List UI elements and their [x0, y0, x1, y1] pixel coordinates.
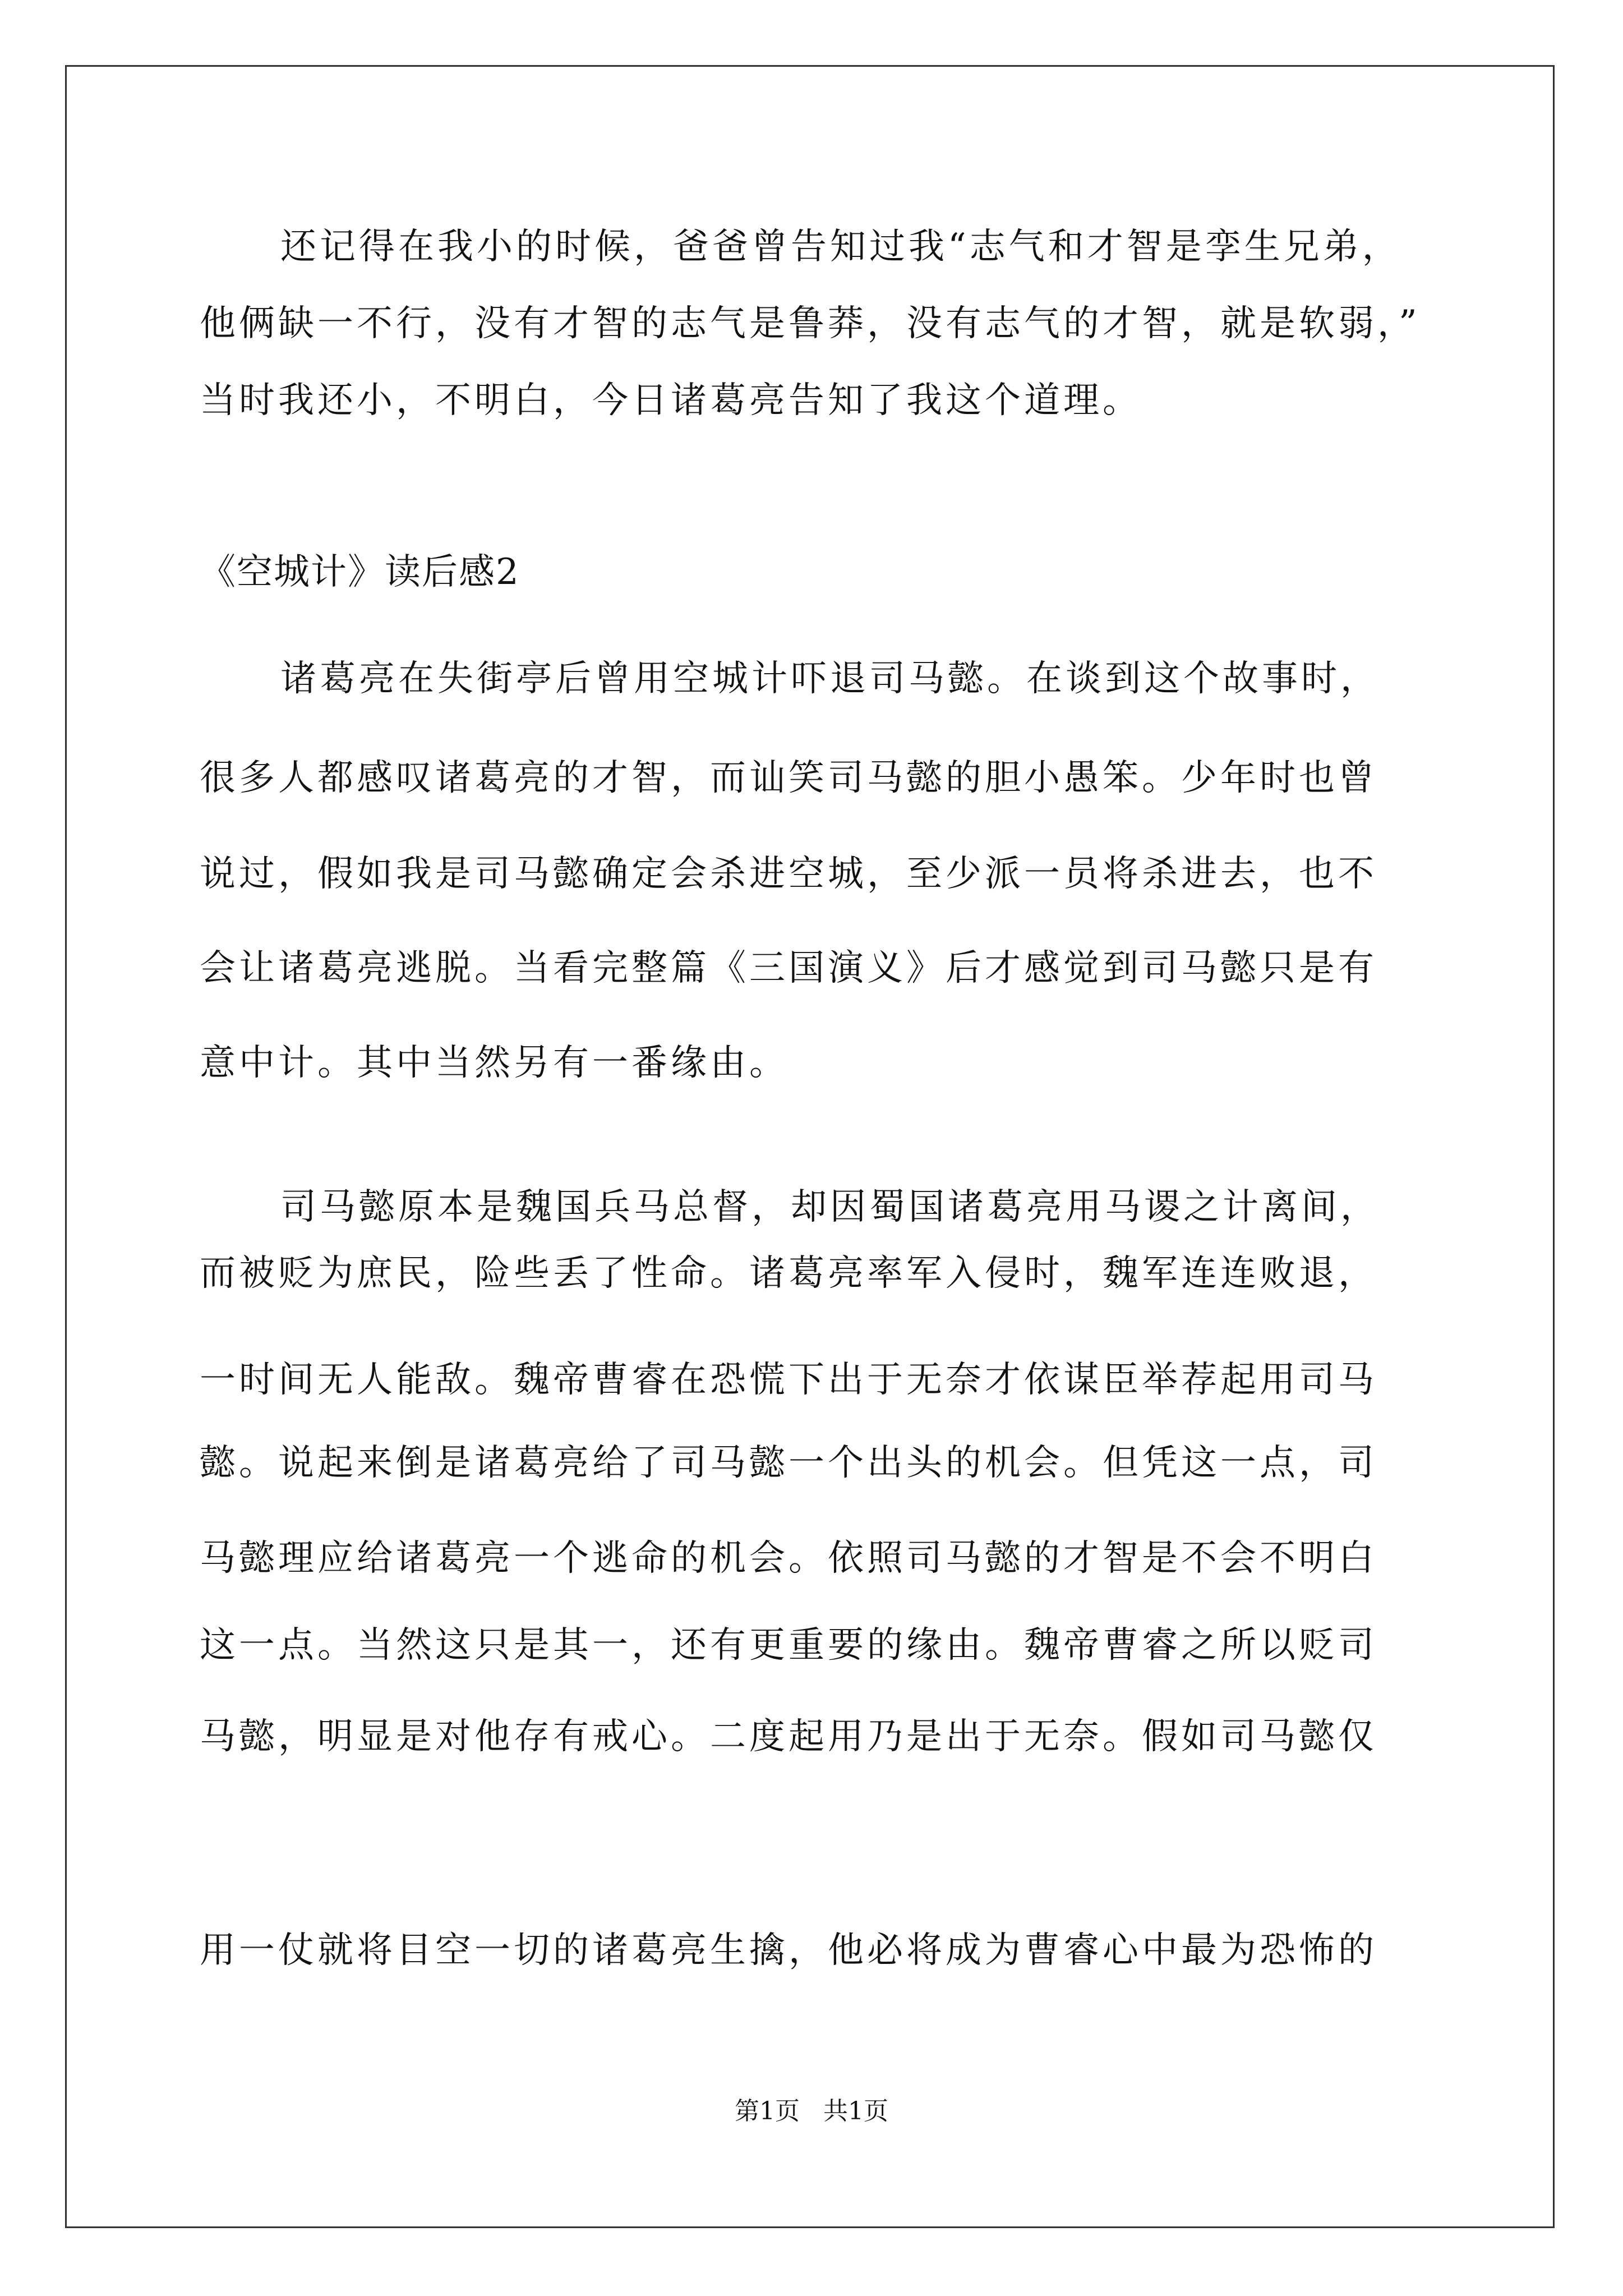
paragraph-line: 懿。说起来倒是诸葛亮给了司马懿一个出头的机会。但凭这一点，司 [200, 1442, 1377, 1484]
page-total: 共1页 [823, 2097, 888, 2125]
paragraph-line: 意中计。其中当然另有一番缘由。 [200, 1042, 789, 1084]
paragraph-line: 说过，假如我是司马懿确定会杀进空城，至少派一员将杀进去，也不 [200, 853, 1377, 895]
paragraph-line: 还记得在我小的时候，爸爸曾告知过我“志气和才智是孪生兄弟， [280, 226, 1401, 268]
paragraph-line: 一时间无人能敌。魏帝曹睿在恐慌下出于无奈才依谋臣举荐起用司马 [200, 1359, 1377, 1401]
paragraph-line: 这一点。当然这只是其一，还有更重要的缘由。魏帝曹睿之所以贬司 [200, 1625, 1377, 1666]
paragraph-line: 用一仗就将目空一切的诸葛亮生擒，他必将成为曹睿心中最为恐怖的 [200, 1930, 1377, 1971]
paragraph-line: 诸葛亮在失街亭后曾用空城计吓退司马懿。在谈到这个故事时， [280, 658, 1380, 700]
paragraph-line: 而被贬为庶民，险些丢了性命。诸葛亮率军入侵时，魏军连连败退， [200, 1253, 1377, 1294]
paragraph-line: 马懿，明显是对他存有戒心。二度起用乃是出于无奈。假如司马懿仅 [200, 1716, 1377, 1757]
paragraph-line: 马懿理应给诸葛亮一个逃命的机会。依照司马懿的才智是不会不明白 [200, 1538, 1377, 1579]
paragraph-line: 他俩缺一不行，没有才智的志气是鲁莽，没有志气的才智，就是软弱，” [200, 303, 1421, 344]
section-heading: 《空城计》读后感2 [200, 551, 520, 593]
paragraph-line: 很多人都感叹诸葛亮的才智，而讪笑司马懿的胆小愚笨。少年时也曾 [200, 757, 1377, 799]
paragraph-line: 司马懿原本是魏国兵马总督，却因蜀国诸葛亮用马谡之计离间， [280, 1186, 1380, 1228]
paragraph-line: 当时我还小，不明白，今日诸葛亮告知了我这个道理。 [200, 380, 1142, 421]
paragraph-line: 会让诸葛亮逃脱。当看完整篇《三国演义》后才感觉到司马懿只是有 [200, 947, 1377, 989]
page-footer [0, 2096, 1623, 2127]
page-number: 第1页 [735, 2097, 800, 2125]
